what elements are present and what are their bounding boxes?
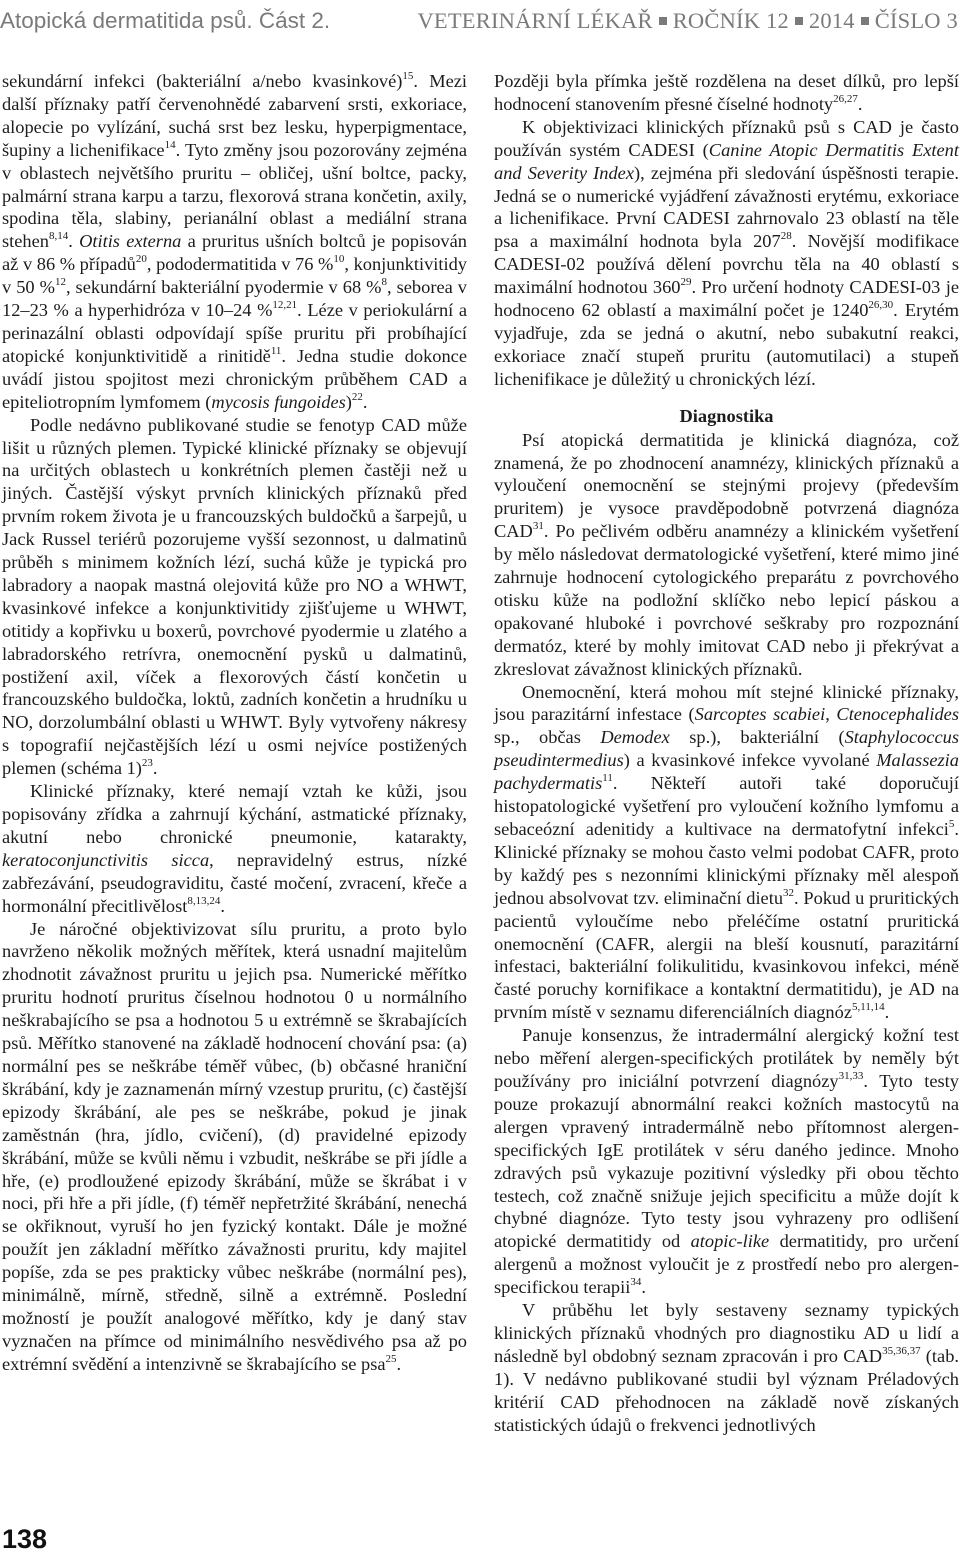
separator-square-icon [861, 17, 869, 25]
paragraph: V průběhu let byly sestaveny seznamy typických klinických příznaků vhodných pro diagnostiku AD u lidí a následně byl obdobný seznam zpracován i pro CAD$^{35,36,37}$ (tab. 1). V nedávno publikované studii byl význam Préladových kritérií CAD přehodnocen na základě nově získaných statistických údajů o frekvenci jednotlivých [494, 1300, 959, 1435]
right-column [494, 70, 959, 1436]
journal-volume: ROČNÍK 12 [672, 8, 789, 33]
paragraph: Později byla přímka ještě rozdělena na deset dílků, pro lepší hodnocení stanovením přesné číselné hodnoty$^{26,27}$. [494, 71, 959, 114]
left-column [2, 70, 467, 1376]
article-title: Atopická dermatitida psů. Část 2. [0, 8, 331, 33]
paragraph: sekundární infekci (bakteriální a/nebo kvasinkové)$^{15}$. Mezi další příznaky patří červenohnědé zabarvení srsti, exkoriace, alopecie po vylízání, suchá srst bez lesku, hyperpigmentace, šupiny a lichenifikace$^{14}$. Tyto změny jsou pozorovány zejména v oblastech největšího pruritu – obličej, ušní boltce, packy, palmární strana karpu a tarzu, flexorová strana končetin, axily, spodina těla, slabiny, perianální oblast a mediální strana stehen$^{8,14}$. Otitis externa a pruritus ušních boltců je popisován až v 86 % případů$^{20}$, pododermatitida v 76 %$^{10}$, konjunktivitidy v 50 %$^{12}$, sekundární bakteriální pyodermie v 68 %$^8$, seborea v 12–23 % a hyperhidróza v 10–24 %$^{12,21}$. Léze v periokulární a perinazální oblasti odpovídají spíše pruritu při probíhající atopické konjunktivitidě a rinitidě$^{11}$. Jedna studie dokonce uvádí jistou spojitost mezi chronickým průběhem CAD a epiteliotropním lymfomem (mycosis fungoides)$^{22}$. [2, 69, 467, 412]
paragraph: Podle nedávno publikované studie se fenotyp CAD může lišit u různých plemen. Typické klinické příznaky se objevují na určitých oblastech u konkrétních plemen častěji než u jiných. Častější výskyt prvních klinických příznaků před prvním rokem života je u francouzských buldočků a šarpejů, u Jack Russel teriérů pozorujeme vyšší sezonnost, u dalmatinů průběh s minimem kožních lézí, suchá kůže je typická pro labradory a naopak mastná olejovitá kůže pro NO a WHWT, kvasinkové infekce a konjunktivitidy zjišťujeme u WHWT, otitidy a kopřivku u boxerů, povrchové pyodermie u zlatého a labradorského retrívra, onemocnění pysků u dalmatinů, postižení axil, víček a flexorových částí končetin u francouzského buldočka, loktů, zadních končetin a hrudníku u NO, dorzolumbální oblasti u WHWT. Byly vytvořeny nákresy s topografií nejčastějších lézí u osmi nejvíce postižených plemen (schéma 1)$^{23}$. [2, 414, 467, 779]
journal-info [417, 8, 958, 34]
separator-square-icon [659, 17, 667, 25]
paragraph: Je náročné objektivizovat sílu pruritu, a proto bylo navrženo několik možných měřítek, která usnadní majitelům zhodnotit závažnost pruritu u jejich psa. Numerické měřítko pruritu hodnotí pruritus číselnou hodnotou 0 u normálního neškrabajícího se psa a hodnotou 5 u extrémně se škrabajících psů. Měřítko stanovené na základě hodnocení chování psa: (a) normální pes se neškrábe téměř vůbec, (b) občasné hraniční škrábání, kdy je zaznamenán mírný vzestup pruritu, (c) častější epizody škrábání, ale pes se neškrábe, pokud je jinak zaměstnán (hra, jídlo, cvičení), (d) pravidelné epizody škrábání, může se kvůli němu i vzbudit, neškrábe se při jídle a hře, (e) prodloužené epizody škrábání, může se škrábat i v noci, při hře a při jídle, (f) téměř nepřetržité škrábání, nenechá se okřiknout, vyruší ho jen fyzický kontakt. Dále je možné použít jen základní měřítko závažnosti pruritu, kdy majitel popíše, zda se pes prakticky vůbec neškrábe (normální pes), minimálně, mírně, středně, silně a extrémně. Poslední možností je použít analogové měřítko, kdy je daný stav vyznačen na přímce od minimálního nesvědivého psa až po extrémní svědění a intenzivně se škrabajícího se psa$^{25}$. [2, 918, 467, 1374]
paragraph: Klinické příznaky, které nemají vztah ke kůži, jsou popisovány zřídka a zahrnují kýchání, astmatické příznaky, akutní nebo chronické pneumonie, katarakty, keratoconjunctivitis sicca, nepravidelný estrus, nízké zabřezávání, pseudograviditu, časté močení, zvracení, křeče a hormonální přecitlivělost$^{8,13,24}$. [2, 781, 467, 916]
page-number: 138 [2, 1524, 48, 1554]
paragraph: Onemocnění, která mohou mít stejné klinické příznaky, jsou parazitární infestace (Sarcoptes scabiei, Ctenocephalides sp., občas Demodex sp.), bakteriální (Staphylococcus pseudintermedius) a kvasinkové infekce vyvolané Malassezia pachydermatis$^{11}$. Někteří autoři také doporučují histopatologické vyšetření pro vyloučení kožního lymfomu a sebaceózní adenitidy a kultivace na dermatofytní infekci$^5$. Klinické příznaky se mohou často velmi podobat CAFR, proto by každý pes s nezonními klinickými příznaky měl alespoň jednou absolvovat tzv. eliminační dietu$^{32}$. Pokud u pruritických pacientů vyloučíme nebo přeléčíme ostatní pruritická onemocnění (CAFR, alergii na bleší kousnutí, parazitární infestaci, bakteriální folikulitidu, kvasinkovou infekci, méně časté poruchy kornifikace a kontaktní dermatitidu), je AD na prvním místě v seznamu diferenciálních diagnóz$^{5,11,14}$. [494, 681, 959, 1023]
running-header [0, 8, 960, 42]
paragraph: Panuje konsenzus, že intradermální alergický kožní test nebo měření alergen-specifických protilátek by neměly být používány pro iniciální potvrzení diagnózy$^{31,33}$. Tyto testy pouze prokazují abnormální reakci kožních mastocytů na alergen vpravený intradermálně nebo přítomnost alergen-specifických IgE protilátek v séru daného jedince. Mnoho zdravých psů vykazuje pozitivní výsledky při obou těchto testech, což značně snižuje jejich specificitu a může dojít k chybné diagnóze. Tyto testy jsou vyhrazeny pro odlišení atopické dermatitidy od atopic-like dermatitidy, pro určení alergenů a možnost vyloučit je z prostředí nebo pro alergen-specifickou terapii$^{34}$. [494, 1025, 959, 1298]
journal-issue: ČÍSLO 3 [874, 8, 958, 33]
journal-year: 2014 [808, 8, 855, 33]
journal-name: VETERINÁRNÍ LÉKAŘ [417, 8, 653, 33]
paragraph: Psí atopická dermatitida je klinická diagnóza, což znamená, že po zhodnocení anamnézy, klinických příznaků a vyloučení onemocnění se stejnými projevy (především pruritem) je vysoce pravděpodobně potvrzená diagnóza CAD$^{31}$. Po pečlivém odběru anamnézy a klinickém vyšetření by mělo následovat dermatologické vyšetření, které mimo jiné zahrnuje hodnocení cytologického preparátu z povrchového otisku kůže na podložní sklíčko nebo lepicí páskou a opakované hluboké i povrchové seškraby pro rozpoznání dermatóz, které by mohly imitovat CAD nebo ji překrývat a zkreslovat závažnost klinických příznaků. [494, 429, 959, 679]
paragraph: K objektivizaci klinických příznaků psů s CAD je často používán systém CADESI (Canine Atopic Dermatitis Extent and Severity Index), zejména při sledování úspěšnosti terapie. Jedná se o numerické vyjádření závažnosti erytému, exkoriace a lichenifikace. První CADESI zahrnovalo 23 oblastí na těle psa a maximální hodnota byla $207^{28}$. Novější modifikace CADESI-02 používá dělení povrchu těla na 40 oblastí s maximální hodnotou $360^{29}$. Pro určení hodnoty CADESI-03 je hodnoceno 62 oblastí a maximální počet je 1240$^{26,30}$. Erytém vyjadřuje, zda se jedná o akutní, nebo subakutní reakci, exkoriace značí stupeň pruritu (automutilaci) a stupeň lichenifikace je důležitý u chronických lézí. [494, 116, 960, 389]
separator-square-icon [795, 17, 803, 25]
section-heading: Diagnostika [679, 405, 774, 426]
